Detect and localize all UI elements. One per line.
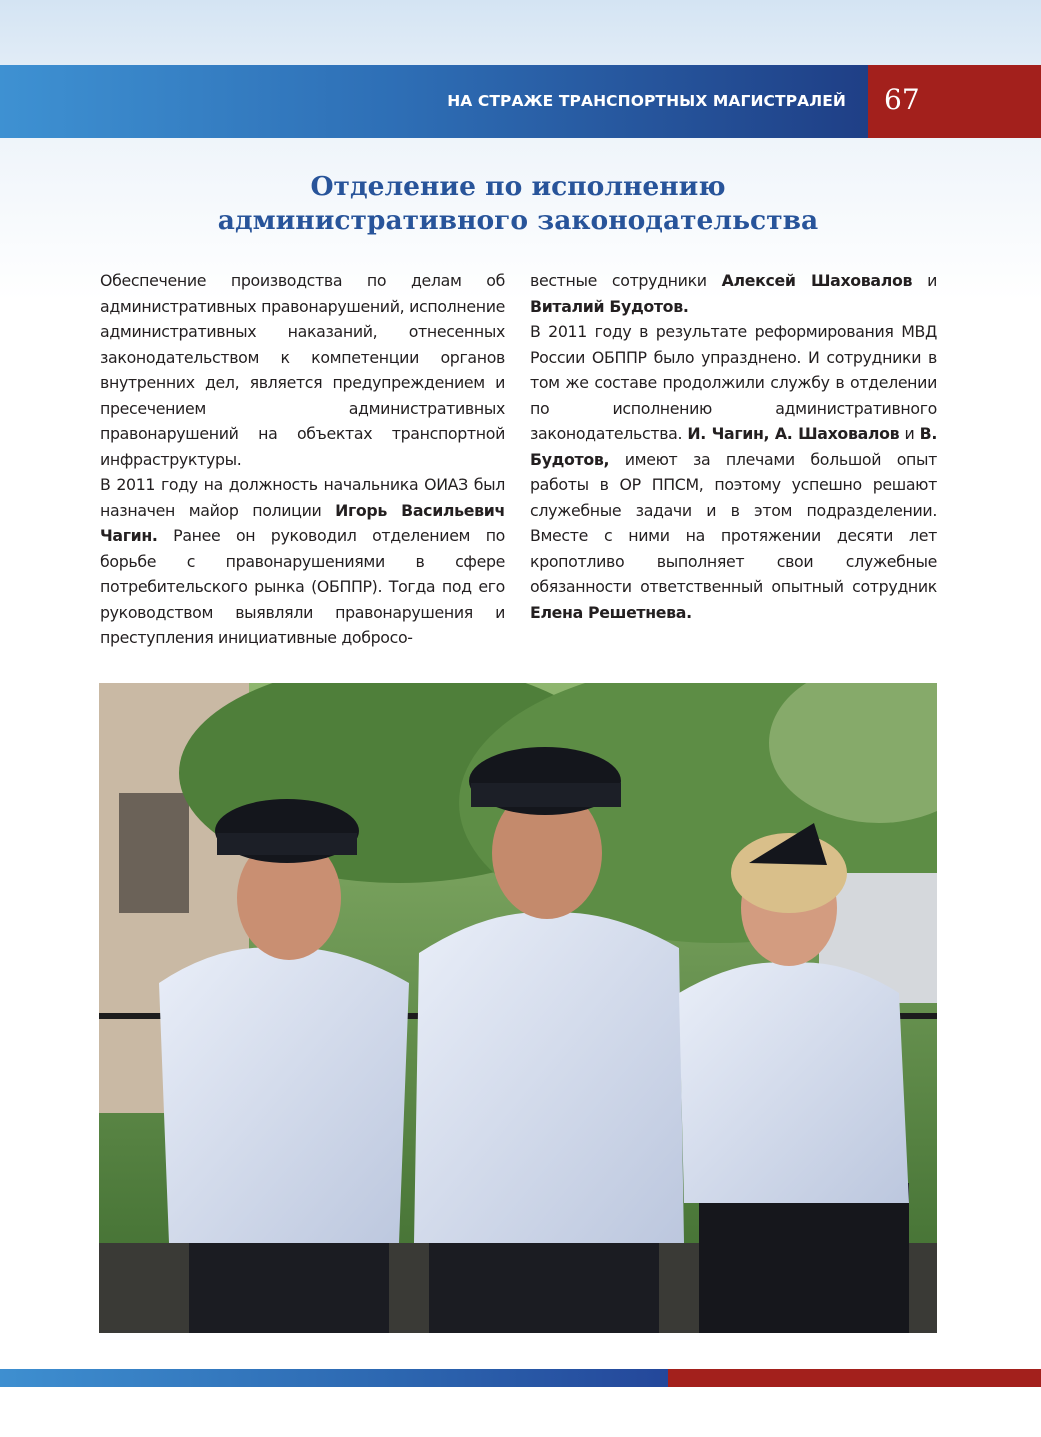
paragraph [530, 319, 937, 625]
person-name: Алексей Шаховалов [721, 271, 913, 290]
page-number: 67 [884, 83, 920, 116]
person-name: И. Чагин, А. Шаховалов [687, 424, 900, 443]
article-title [100, 170, 936, 238]
officer-center-shirt [414, 912, 684, 1243]
text: и [899, 424, 920, 443]
officer-center-cap-band [471, 783, 621, 807]
text: и [912, 271, 937, 290]
building-window [119, 793, 189, 913]
footer-band-blue [0, 1369, 668, 1387]
section-title: НА СТРАЖЕ ТРАНСПОРТНЫХ МАГИСТРАЛЕЙ [447, 92, 846, 110]
paragraph [100, 472, 505, 651]
paragraph [530, 268, 937, 319]
officer-right-skirt [699, 1183, 909, 1333]
right-column [530, 268, 937, 625]
article-title-line-1: Отделение по исполнению [310, 171, 726, 202]
group-photo [99, 683, 937, 1333]
text: В 2011 году на должность начальника ОИАЗ был назначен майор полиции [100, 475, 505, 520]
paragraph: Обеспечение производства по делам об административных правонарушений, исполнение административных наказаний, отнесенных законодательством к компетенции органов внутренних дел, является предупреждением и пресечением административных правонарушений на объектах транспортной инфраструктуры. [100, 271, 505, 469]
text: имеют за плечами большой опыт работы в ОР ППСМ, поэтому успешно решают служебные задачи и в этом подразделении. Вместе с ними на протяжении десяти лет кропотливо выполняет свои служебные обязанности ответственный опытный сотрудник [530, 449, 937, 596]
person-name: Игорь Васильевич Чагин. [100, 500, 505, 545]
text: В 2011 году в результате реформирования МВД России ОБППР было упразднено. И сотрудники в том же составе продолжили службу в отделении по исполнению административного законодательства. [530, 322, 937, 443]
footer-band-red [668, 1369, 1041, 1387]
person-name: Елена Решетнева. [530, 602, 692, 622]
officer-right-shirt [679, 962, 909, 1203]
article-title-line-2: административного законодательства [217, 205, 819, 236]
text: вестные сотрудники [530, 271, 722, 290]
left-column [100, 268, 505, 651]
officer-left-cap-band [217, 833, 357, 855]
person-name: В. Будотов, [530, 424, 937, 469]
text: Ранее он руководил отделением по борьбе с правонарушениями в сфере потребительского рынка (ОБППР). Тогда под его руководством выявляли правонарушения и преступления инициативные добросо- [100, 526, 505, 647]
person-name: Виталий Будотов. [530, 296, 689, 316]
officer-left-shirt [159, 947, 409, 1243]
